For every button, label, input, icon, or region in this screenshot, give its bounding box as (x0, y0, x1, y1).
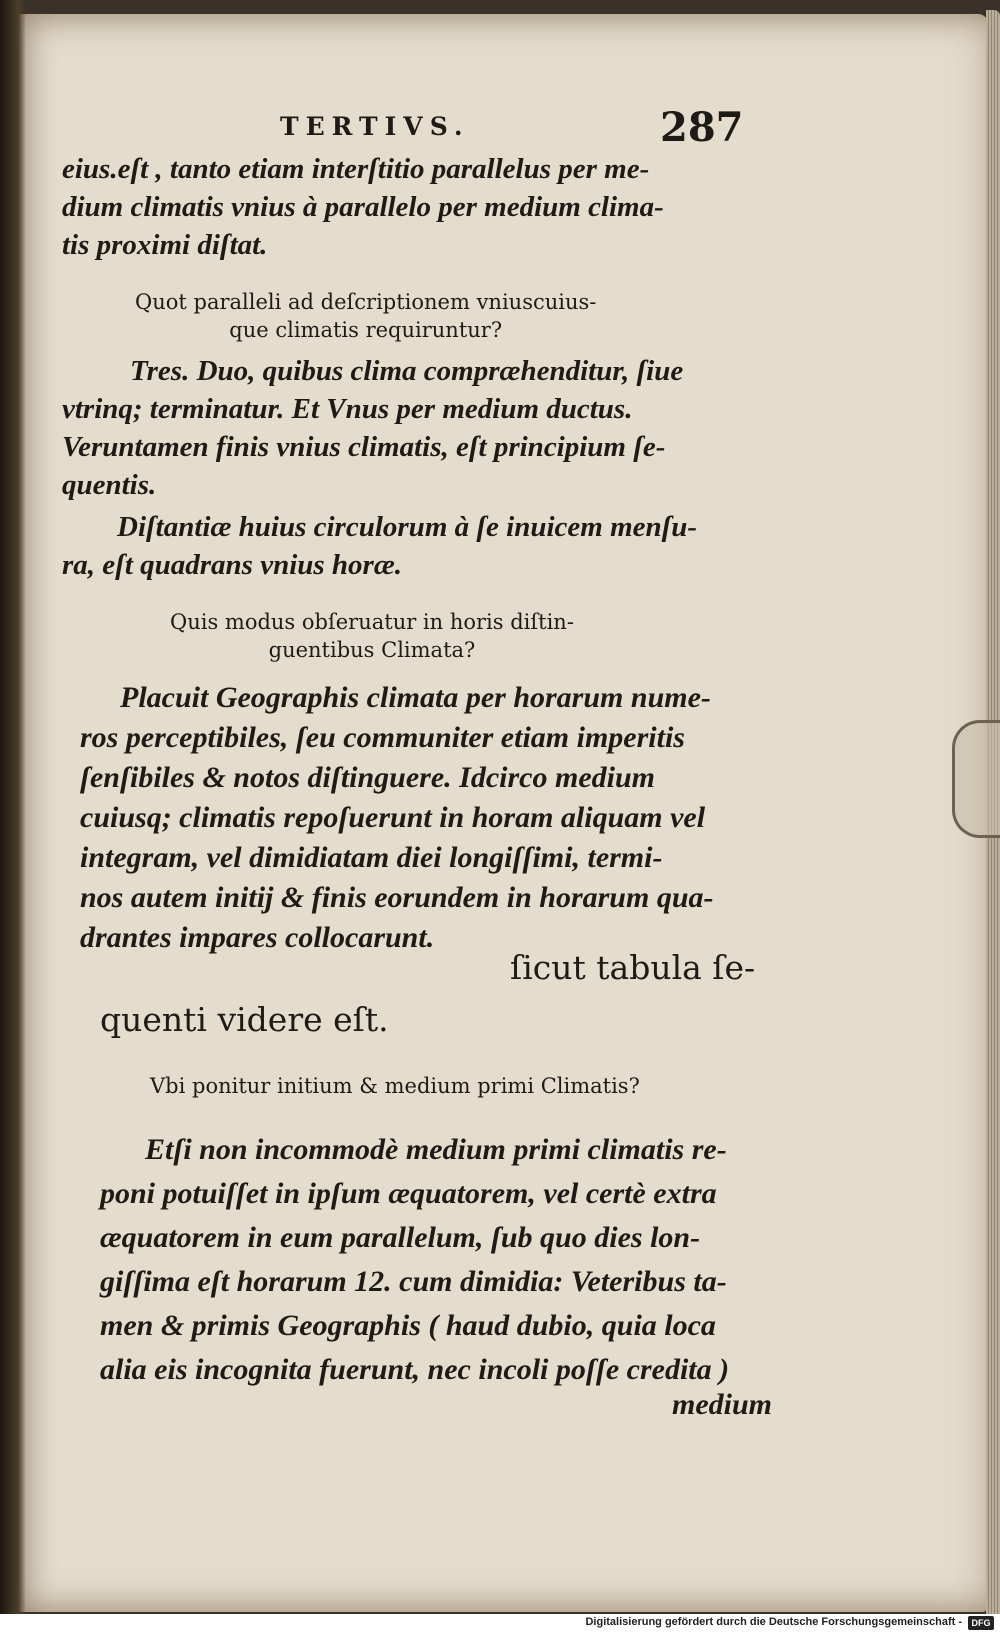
text-line: ſenſibiles & notos diſtinguere. Idcirco medium (80, 761, 655, 794)
text-line: Quot paralleli ad deſcriptionem vniuscuius- (135, 290, 597, 314)
roman-text-1: ſicut tabula ſe- (510, 948, 756, 987)
text-line: drantes impares collocarunt. (80, 921, 435, 954)
paragraph-4 (80, 678, 714, 958)
paragraph-2 (62, 352, 683, 504)
text-line: eius.eſt , tanto etiam interſtitio parallelus per me- (62, 153, 650, 185)
catchword: medium (672, 1388, 773, 1421)
text-line: æquatorem in eum parallelum, ſub quo dies lon- (100, 1221, 701, 1254)
text-line: tis proximi diſtat. (62, 229, 268, 261)
footer-credit: Digitalisierung gefördert durch die Deutsche Forschungsgemeinschaft - (585, 1616, 962, 1628)
text-line: ros perceptibiles, ſeu communiter etiam imperitis (80, 721, 685, 754)
paragraph-5 (100, 1128, 729, 1392)
digitization-footer (0, 1614, 1000, 1634)
question-3: Vbi ponitur initium & medium primi Climatis? (150, 1074, 640, 1098)
paragraph-3 (62, 508, 697, 584)
text-line: cuiusq; climatis repoſuerunt in horam aliquam vel (80, 801, 706, 834)
text-line: Tres. Duo, quibus clima compræhenditur, ſiue (130, 355, 684, 387)
dfg-logo: DFG (968, 1616, 994, 1630)
text-line: vtrinq; terminatur. Et Vnus per medium ductus. (62, 393, 633, 425)
text-line: Veruntamen finis vnius climatis, eſt principium ſe- (62, 431, 666, 463)
text-line: poni potuiſſet in ipſum æquatorem, vel certè extra (100, 1177, 717, 1210)
page-number: 287 (660, 104, 744, 151)
text-line: men & primis Geographis ( haud dubio, quia loca (100, 1309, 716, 1342)
text-line: ra, eſt quadrans vnius horæ. (62, 549, 403, 581)
paragraph-1 (62, 150, 664, 264)
text-line: alia eis incognita fuerunt, nec incoli poſſe credita ) (100, 1353, 730, 1386)
text-line: Quis modus obſeruatur in horis diſtin- (170, 610, 574, 634)
text-line: Etſi non incommodè medium primi climatis re- (145, 1133, 727, 1166)
question-2 (170, 608, 574, 664)
text-line: quentis. (62, 469, 157, 501)
roman-text-2: quenti videre eſt. (100, 1000, 389, 1039)
text-line: guentibus Climata? (268, 638, 476, 662)
text-line: integram, vel dimidiatam diei longiſſimi, termi- (80, 841, 663, 874)
question-1 (135, 288, 596, 344)
text-line: Diſtantiæ huius circulorum à ſe inuicem menſu- (117, 511, 698, 543)
text-line: Placuit Geographis climata per horarum nume- (120, 681, 711, 714)
running-head: TERTIVS. (280, 112, 470, 141)
text-line: giſſima eſt horarum 12. cum dimidia: Veteribus ta- (100, 1265, 727, 1298)
text-line: nos autem initij & finis eorundem in horarum qua- (80, 881, 714, 914)
text-line: que climatis requiruntur? (229, 318, 503, 342)
text-line: dium climatis vnius à parallelo per medium clima- (62, 191, 664, 223)
